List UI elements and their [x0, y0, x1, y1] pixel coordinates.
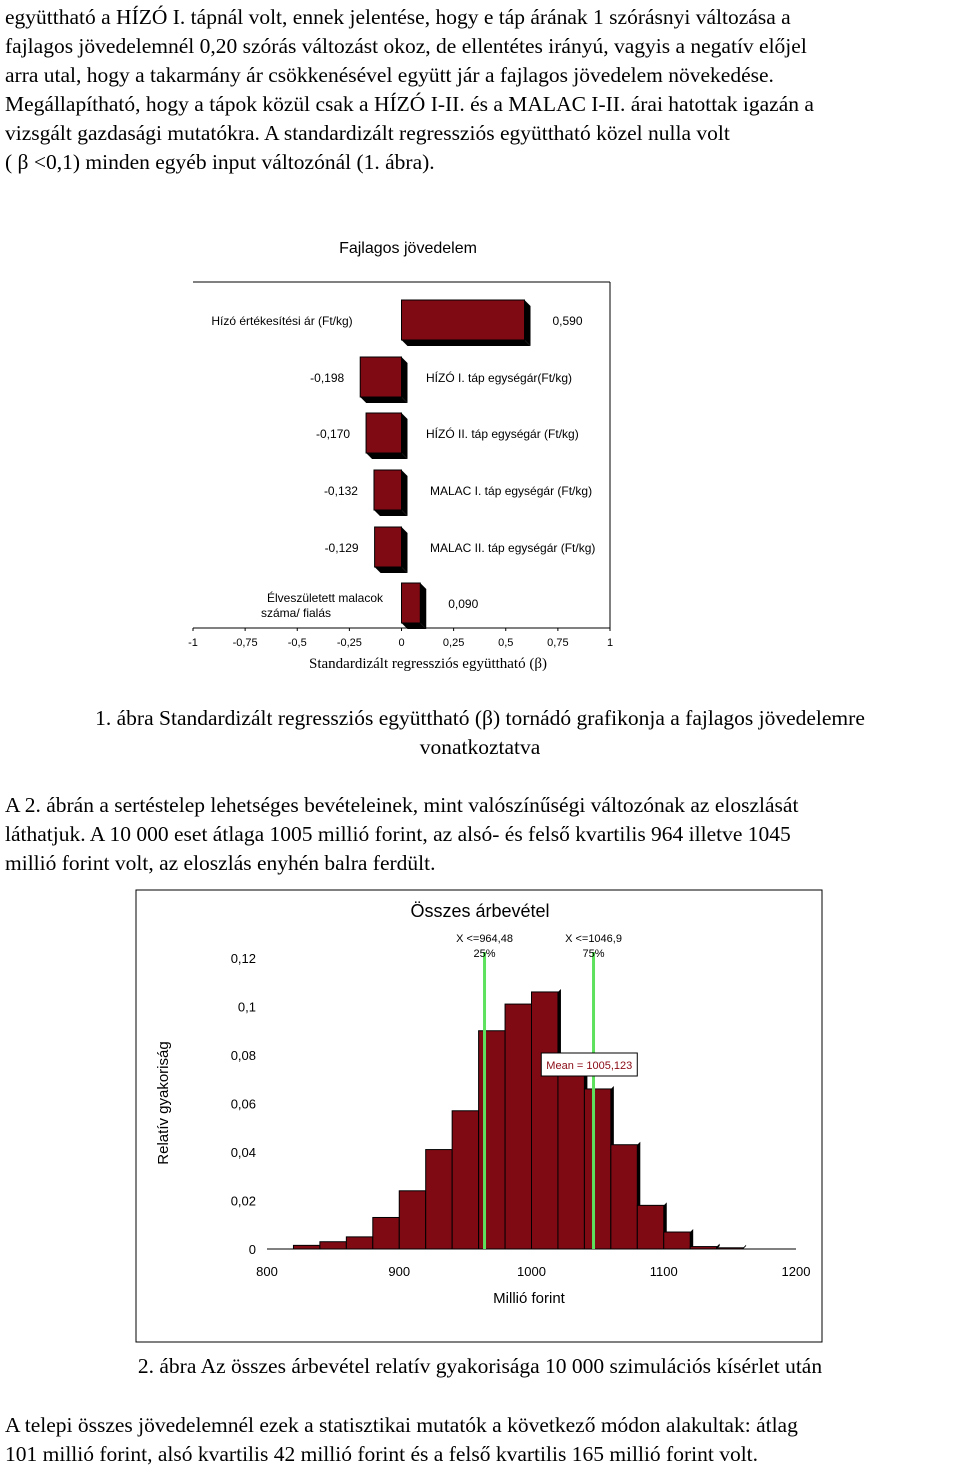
bar-body	[426, 1150, 452, 1249]
chart-title: Fajlagos jövedelem	[339, 240, 477, 257]
mean-annotation-text: Mean = 1005,123	[546, 1060, 633, 1072]
bar-body	[399, 1191, 425, 1249]
bar-value-label: -0,198	[310, 371, 345, 385]
bar-bottom-face	[402, 340, 531, 346]
y-tick-label: 0,12	[230, 951, 256, 966]
bar-side-face	[402, 527, 408, 573]
quartile-marker-label: X <=1046,9	[565, 933, 622, 945]
paragraph-3	[5, 1411, 955, 1469]
bar-body	[664, 1232, 690, 1249]
bar-4	[325, 527, 408, 573]
histogram-bar	[479, 1028, 508, 1249]
histogram-bar	[399, 1188, 428, 1249]
paragraph-1	[5, 3, 955, 177]
x-tick-label: 1100	[649, 1264, 678, 1279]
y-tick-label: 0,04	[230, 1145, 256, 1160]
bar-side-face	[402, 470, 408, 516]
text-line: Megállapítható, hogy a tápok közül csak a HÍZÓ I-II. és a MALAC I-II. árai hatottak igazán a	[5, 92, 814, 116]
bar-body	[479, 1031, 505, 1249]
quartile-marker-percent: 25%	[473, 948, 496, 960]
bar-front-face	[366, 413, 401, 453]
bar-value-label: -0,170	[316, 427, 351, 441]
text-line: millió forint volt, az eloszlás enyhén balra ferdült.	[5, 851, 436, 875]
histogram-chart	[0, 885, 960, 1345]
bar-5	[402, 583, 479, 629]
x-tick-label: 1000	[517, 1264, 546, 1279]
bar-front-face	[402, 300, 525, 340]
histogram-bar	[611, 1142, 640, 1249]
category-label: MALAC I. táp egységár (Ft/kg)	[430, 484, 593, 498]
bar-side-face	[525, 300, 531, 346]
bar-value-label: -0,129	[324, 541, 359, 555]
bar-value-label: 0,590	[552, 314, 583, 328]
bar-0	[402, 300, 583, 346]
bar-body	[532, 992, 558, 1249]
y-tick-label: 0,08	[230, 1048, 256, 1063]
histogram-bar	[532, 989, 561, 1249]
histogram-bar	[505, 1001, 534, 1249]
histogram-bar	[452, 1108, 481, 1249]
text-line: fajlagos jövedelemnél 0,20 szórás változást okoz, de ellentétes irányú, vagyis a negatív előjel	[5, 34, 807, 58]
histogram-bar	[637, 1202, 666, 1249]
x-tick-label: 0,25	[442, 637, 465, 649]
quartile-marker-percent: 75%	[582, 948, 605, 960]
text-line: vizsgált gazdasági mutatókra. A standardizált regressziós együttható közel nulla volt	[5, 121, 730, 145]
histogram-bar	[584, 1086, 613, 1249]
bar-body	[611, 1145, 637, 1249]
histogram-bar	[664, 1229, 693, 1249]
text-line: együttható a HÍZÓ I. tápnál volt, ennek jelentése, hogy e táp árának 1 szórásnyi változása a	[5, 5, 791, 29]
y-tick-label: 0,06	[230, 1096, 256, 1112]
x-tick-label: -0,5	[287, 637, 307, 649]
bar-body	[505, 1004, 531, 1249]
bar-bottom-face	[360, 397, 407, 403]
category-label: száma/ fialás	[260, 606, 332, 620]
category-label: Élveszületett malacok	[266, 591, 384, 605]
bar-front-face	[375, 527, 402, 567]
y-tick-label: 0,1	[237, 999, 256, 1015]
x-tick-label: 0,5	[498, 637, 514, 649]
caption-line: vonatkoztatva	[419, 735, 541, 759]
histogram-bar	[426, 1147, 455, 1249]
bar-value-label: -0,132	[323, 484, 358, 498]
chart-title: Összes árbevétel	[410, 901, 550, 921]
bar-body	[320, 1242, 346, 1249]
bar-side-face	[420, 583, 426, 629]
bar-value-label: 0,090	[448, 597, 479, 611]
quartile-marker-label: X <=964,48	[456, 933, 513, 945]
y-tick-label: 0,02	[230, 1193, 256, 1209]
text-line: A telepi összes jövedelemnél ezek a statisztikai mutatók a következő módon alakultak: átlag	[5, 1413, 798, 1437]
x-tick-label: 1200	[781, 1264, 811, 1279]
figure-1-caption	[0, 704, 960, 762]
bar-body	[637, 1205, 663, 1249]
bar-body	[558, 1057, 584, 1249]
y-tick-label: 0	[248, 1242, 256, 1257]
text-line: 101 millió forint, alsó kvartilis 42 millió forint és a felső kvartilis 165 millió forint volt.	[5, 1442, 759, 1466]
x-tick-label: 900	[388, 1264, 411, 1279]
x-axis-label: Standardizált regressziós együttható (β)	[309, 656, 547, 672]
tornado-chart	[0, 220, 960, 680]
bar-side-face	[402, 357, 408, 403]
category-label: HÍZÓ II. táp egységár (Ft/kg)	[426, 427, 579, 441]
x-tick-label: -1	[188, 637, 198, 649]
paragraph-2	[5, 791, 955, 878]
bar-body	[452, 1111, 478, 1249]
histogram-bar	[373, 1214, 402, 1249]
x-tick-label: 0	[398, 637, 405, 649]
text-line: arra utal, hogy a takarmány ár csökkenésével együtt jár a fajlagos jövedelem növekedése.	[5, 63, 774, 87]
x-tick-label: -0,75	[232, 637, 258, 649]
y-axis-label: Relatív gyakoriság	[155, 1041, 172, 1165]
bar-3	[324, 470, 408, 516]
category-label: Hízó értékesítési ár (Ft/kg)	[211, 314, 353, 328]
bar-bottom-face	[366, 453, 407, 459]
x-tick-label: 800	[256, 1264, 278, 1279]
text-line: láthatjuk. A 10 000 eset átlaga 1005 millió forint, az alsó- és felső kvartilis 964 illetve 1045	[5, 822, 791, 846]
bar-front-face	[374, 470, 402, 510]
bar-body	[293, 1245, 319, 1249]
x-tick-label: -0,25	[336, 637, 362, 649]
x-tick-label: 0,75	[547, 637, 569, 649]
bar-front-face	[360, 357, 401, 397]
bar-2	[316, 413, 407, 459]
bar-body	[717, 1248, 743, 1249]
figure-2-caption: 2. ábra Az összes árbevétel relatív gyakorisága 10 000 szimulációs kísérlet után	[137, 1354, 823, 1378]
bar-body	[346, 1237, 372, 1249]
bar-1	[310, 357, 407, 403]
category-label: MALAC II. táp egységár (Ft/kg)	[430, 541, 596, 555]
text-line: A 2. ábrán a sertéstelep lehetséges bevételeinek, mint valószínűségi változónak az eloszlását	[5, 793, 799, 817]
bar-body	[584, 1089, 610, 1249]
caption-line: 1. ábra Standardizált regressziós együttható (β) tornádó grafikonja a fajlagos jövedelemre	[95, 706, 865, 730]
category-label: HÍZÓ I. táp egységár(Ft/kg)	[426, 371, 573, 385]
bar-body	[373, 1217, 399, 1249]
text-line: ( β <0,1) minden egyéb input változónál (1. ábra).	[5, 150, 435, 174]
bar-body	[690, 1247, 716, 1249]
bar-side-face	[402, 413, 408, 459]
x-axis-label: Millió forint	[493, 1290, 565, 1307]
bar-front-face	[402, 583, 421, 623]
x-tick-label: 1	[606, 637, 614, 649]
histogram-bar	[558, 1054, 587, 1249]
